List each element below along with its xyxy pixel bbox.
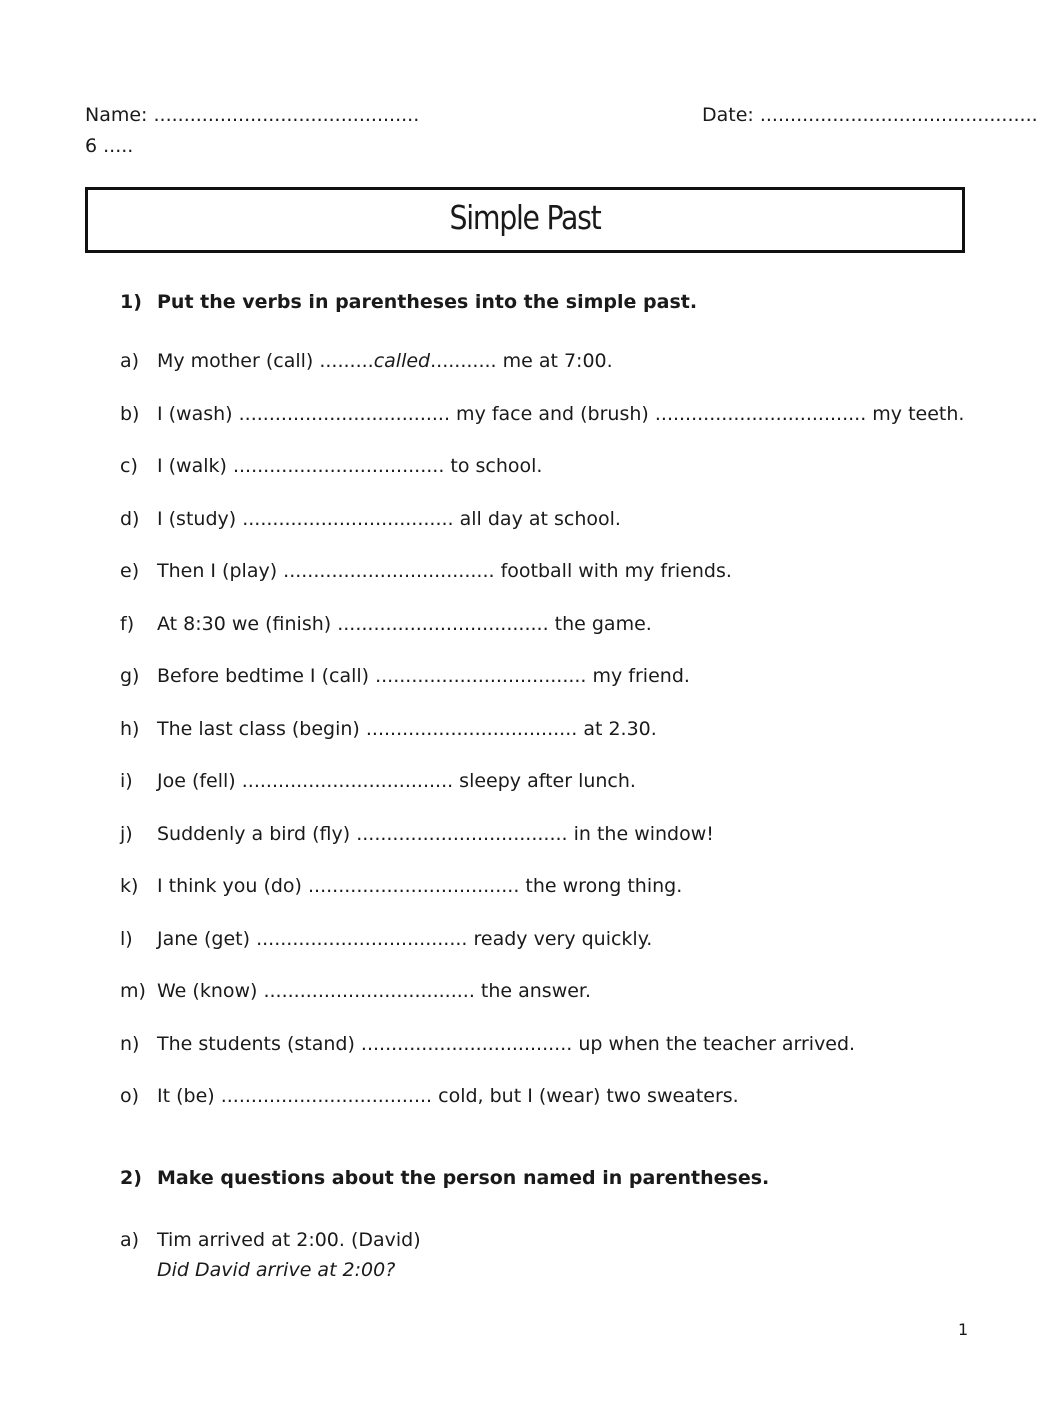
exercise-item (120, 716, 964, 769)
item-letter: n) (120, 1032, 140, 1055)
exercise-item (120, 348, 964, 401)
item-letter: o) (120, 1085, 140, 1107)
item-answer: called (373, 350, 431, 372)
item-text: The students (stand) ................................... up when the teacher arrived. (157, 1032, 856, 1055)
item-letter: f) (120, 612, 135, 635)
section-1-heading (120, 290, 697, 314)
item-letter: m) (120, 980, 146, 1002)
exercise-item (120, 611, 964, 664)
class-field: 6 ..... (85, 135, 134, 157)
item-text: Suddenly a bird (fly) ................................... in the window! (157, 822, 714, 845)
question-answer: Did David arrive at 2:00? (157, 1259, 396, 1281)
question-prompt: Tim arrived at 2:00. (David) (157, 1229, 421, 1251)
exercise-item (120, 401, 964, 454)
item-letter: i) (120, 770, 133, 792)
item-text: Then I (play) ................................... football with my friends. (157, 560, 732, 582)
item-text: It (be) ................................... cold, but I (wear) two sweaters. (157, 1085, 739, 1107)
exercise-item (120, 1031, 964, 1084)
item-letter: l) (120, 927, 133, 950)
item-text: We (know) ................................... the answer. (157, 980, 592, 1002)
item-text: Joe (fell) ................................... sleepy after lunch. (157, 770, 636, 792)
item-letter: e) (120, 560, 140, 582)
name-field: Name: ............................................ (85, 104, 420, 126)
title-box (85, 187, 965, 253)
item-text: Before bedtime I (call) ................................... my friend. (157, 665, 690, 687)
exercise-item (120, 768, 964, 821)
exercise-item (120, 978, 964, 1031)
item-letter: j) (120, 822, 133, 845)
date-field: Date: .............................................. (702, 104, 1038, 126)
page-title: Simple Past (449, 198, 601, 237)
section-2-number: 2) (120, 1167, 142, 1189)
item-text: I think you (do) ................................... the wrong thing. (157, 875, 683, 897)
question-item (120, 1225, 421, 1285)
exercise-item (120, 1083, 964, 1136)
item-letter: b) (120, 402, 140, 425)
item-letter: d) (120, 507, 140, 530)
exercise-item (120, 821, 964, 874)
item-text: My mother (call) ......... (157, 350, 374, 372)
section-2-instruction: Make questions about the person named in parentheses. (157, 1167, 770, 1189)
item-text: At 8:30 we (finish) ................................... the game. (157, 612, 652, 635)
exercise-item (120, 453, 964, 506)
item-letter: k) (120, 875, 139, 897)
item-letter: a) (120, 350, 140, 372)
exercise-item (120, 873, 964, 926)
section-1-number: 1) (120, 291, 142, 313)
item-text: Jane (get) ................................... ready very quickly. (157, 927, 653, 950)
item-text: I (study) ................................... all day at school. (157, 507, 621, 530)
section-2-heading (120, 1166, 769, 1190)
item-letter: a) (120, 1229, 140, 1251)
section-1-instruction: Put the verbs in parentheses into the simple past. (157, 291, 698, 313)
item-text-end: ........... me at 7:00. (430, 350, 613, 372)
exercise-list (120, 348, 964, 1136)
exercise-item (120, 926, 964, 979)
item-letter: g) (120, 665, 140, 687)
item-letter: c) (120, 455, 138, 477)
item-letter: h) (120, 717, 140, 740)
exercise-item (120, 506, 964, 559)
page-number: 1 (958, 1320, 969, 1339)
exercise-item (120, 663, 964, 716)
exercise-item (120, 558, 964, 611)
item-text: The last class (begin) ................................... at 2.30. (157, 717, 657, 740)
item-text: I (walk) ................................... to school. (157, 455, 543, 477)
item-text: I (wash) ................................... my face and (brush) ................................... my teeth. (157, 402, 965, 425)
